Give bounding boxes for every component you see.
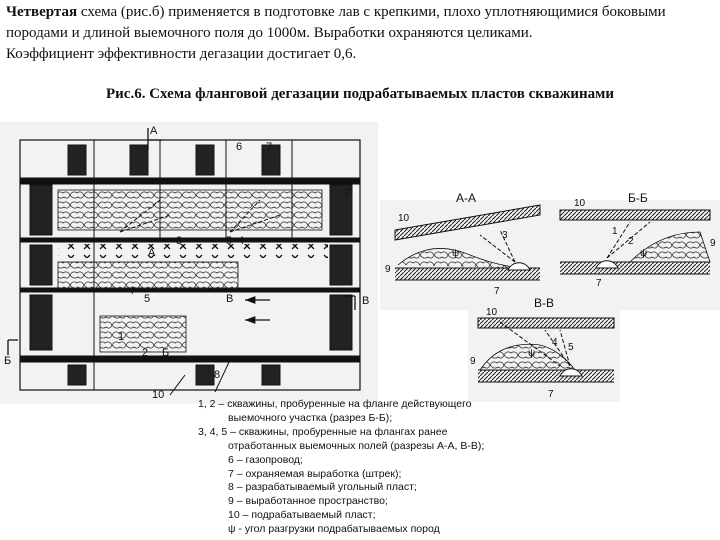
legend-line-2: выемочного участка (разрез Б-Б); — [228, 411, 393, 424]
legend-line-7: 8 – разрабатываемый угольный пласт; — [228, 481, 417, 494]
legend-line-4: отработанных выемочных полей (разрезы А-А, В-В); — [228, 439, 485, 452]
figure-caption: Рис.6. Схема фланговой дегазации подрабатываемых пластов скважинами — [105, 86, 615, 102]
sec-BB-2: 2 — [628, 236, 634, 247]
sec-VV-4: 4 — [552, 337, 558, 348]
label-4-left: 4 — [128, 285, 135, 297]
label-5: 5 — [226, 235, 233, 247]
section-BB — [548, 191, 720, 310]
section-AA — [380, 191, 548, 310]
sec-VV-9: 9 — [470, 356, 476, 367]
sec-AA-title: А-А — [456, 191, 477, 205]
label-7-top: 7 — [266, 141, 273, 153]
sec-BB-7: 7 — [596, 278, 602, 289]
sec-VV-title: В-В — [534, 296, 555, 310]
label-A-top: А — [150, 125, 158, 137]
sec-BB-title: Б-Б — [628, 191, 648, 205]
label-4: 4 — [238, 235, 245, 247]
label-10: 10 — [152, 389, 165, 401]
legend-line-10: ψ - угол разгрузки подрабатываемых пород — [228, 523, 440, 536]
label-2: 2 — [142, 347, 149, 359]
sec-AA-psi: ψ — [452, 248, 460, 259]
figure-legend — [198, 398, 498, 537]
sec-VV-10: 10 — [486, 307, 498, 318]
sec-AA-9: 9 — [385, 264, 391, 275]
label-8: 8 — [214, 369, 221, 381]
para-line2: породами и длиной выемочного поля до 1000м. Выработки охраняются целиками. — [6, 25, 533, 41]
sec-VV-psi: ψ — [528, 348, 536, 359]
bold-word: Четвертая — [6, 4, 78, 20]
para-line3: Коэффициент эффективности дегазации достигает 0,6. — [6, 46, 357, 62]
sec-AA-10: 10 — [398, 213, 410, 224]
label-A-mid: А — [148, 247, 156, 259]
sec-BB-10: 10 — [574, 198, 586, 209]
legend-line-8: 9 – выработанное пространство; — [228, 495, 388, 508]
legend-line-9: 10 – подрабатываемый пласт; — [228, 509, 376, 522]
label-V-right: В — [362, 295, 370, 307]
label-7-right: 7 — [344, 187, 351, 199]
label-V-mid: В — [226, 293, 234, 305]
label-5-left: 5 — [144, 293, 151, 305]
para-line1: схема (рис.б) применяется в подготовке лав с крепкими, плохо уплотняющимися боковыми — [77, 4, 666, 20]
label-3: 3 — [176, 235, 183, 247]
sec-BB-psi: ψ — [640, 248, 648, 259]
sec-AA-3: 3 — [502, 230, 508, 241]
label-B-left: Б — [4, 355, 12, 367]
legend-line-5: 6 – газопровод; — [228, 453, 303, 466]
legend-line-1: 1, 2 – скважины, пробуренные на фланге действующего — [198, 398, 472, 410]
legend-line-6: 7 – охраняемая выработка (штрек); — [228, 467, 402, 480]
sec-VV-7: 7 — [548, 389, 554, 400]
label-B-mid: Б — [162, 347, 170, 359]
sec-AA-7: 7 — [494, 286, 500, 297]
legend-line-3: 3, 4, 5 – скважины, пробуренные на флангах ранее — [198, 425, 448, 438]
label-6: 6 — [236, 141, 243, 153]
label-1: 1 — [118, 331, 125, 343]
sec-BB-1: 1 — [612, 226, 618, 237]
sec-VV-5: 5 — [568, 342, 574, 353]
section-VV — [468, 296, 620, 402]
sec-BB-9: 9 — [710, 238, 716, 249]
